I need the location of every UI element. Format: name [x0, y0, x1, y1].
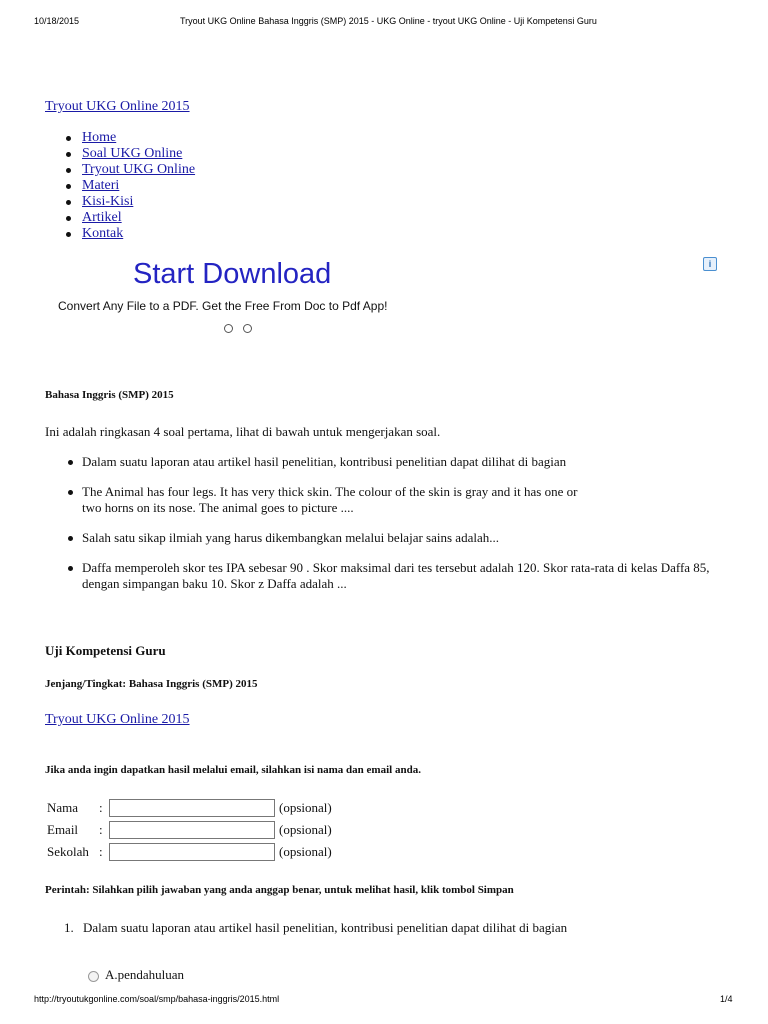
site-title-link[interactable]: Tryout UKG Online 2015 — [45, 99, 190, 114]
main-nav — [64, 130, 195, 242]
sekolah-colon: : — [99, 844, 103, 859]
uji-kompetensi-title: Uji Kompetensi Guru — [45, 643, 166, 658]
form-row-sekolah — [45, 841, 332, 863]
print-date: 10/18/2015 — [34, 16, 80, 26]
question-number: 1. — [64, 920, 74, 935]
email-colon: : — [99, 822, 103, 837]
section-title: Bahasa Inggris (SMP) 2015 — [45, 389, 174, 401]
nav-item-kontak[interactable] — [64, 226, 195, 242]
nav-link-kisi-kisi[interactable]: Kisi-Kisi — [82, 194, 134, 209]
print-url: http://tryoutukgonline.com/soal/smp/bahasa-inggris/2015.html — [34, 994, 280, 1004]
form-row-email — [45, 819, 332, 841]
list-item: Salah satu sikap ilmiah yang harus dikembangkan melalui belajar sains adalah... — [64, 530, 724, 546]
radio-button-icon[interactable] — [88, 971, 99, 982]
list-item: Dalam suatu laporan atau artikel hasil penelitian, kontribusi penelitian dapat dilihat di bagian — [64, 454, 724, 470]
email-note: Jika anda ingin dapatkan hasil melalui email, silahkan isi nama dan email anda. — [45, 764, 421, 776]
ad-description[interactable]: Convert Any File to a PDF. Get the Free From Doc to Pdf App! — [58, 299, 388, 313]
sekolah-optional-label: (opsional) — [279, 844, 332, 859]
tryout-link[interactable]: Tryout UKG Online 2015 — [45, 712, 190, 727]
form-row-nama — [45, 797, 332, 819]
nav-link-kontak[interactable]: Kontak — [82, 226, 124, 241]
sekolah-label: Sekolah — [47, 844, 89, 859]
nav-item-materi[interactable] — [64, 178, 195, 194]
nav-link-artikel[interactable]: Artikel — [82, 210, 122, 225]
nav-item-tryout-ukg-online[interactable] — [64, 162, 195, 178]
list-item: Daffa memperoleh skor tes IPA sebesar 90 . Skor maksimal dari tes tersebut adalah 120. Skor rata-rata di kelas Daffa 85, dengan simpangan baku 10. Skor z Daffa adalah ... — [64, 560, 724, 592]
answer-option-a[interactable] — [88, 967, 184, 983]
jenjang-label: Jenjang/Tingkat: Bahasa Inggris (SMP) 2015 — [45, 678, 258, 690]
quiz-instruction: Perintah: Silahkan pilih jawaban yang anda anggap benar, untuk melihat hasil, klik tombol Simpan — [45, 884, 514, 896]
nav-link-home[interactable]: Home — [82, 130, 117, 145]
print-title: Tryout UKG Online Bahasa Inggris (SMP) 2015 - UKG Online - tryout UKG Online - Uji Kompetensi Guru — [180, 16, 597, 26]
ad-headline[interactable]: Start Download — [133, 258, 332, 290]
sekolah-input[interactable] — [109, 843, 275, 861]
nav-link-materi[interactable]: Materi — [82, 178, 120, 193]
email-input[interactable] — [109, 821, 275, 839]
contact-form — [45, 797, 332, 863]
email-label: Email — [47, 822, 79, 837]
email-optional-label: (opsional) — [279, 822, 332, 837]
nav-link-soal-ukg-online[interactable]: Soal UKG Online — [82, 146, 183, 161]
question-summary-list — [64, 454, 724, 606]
nav-item-soal-ukg-online[interactable] — [64, 146, 195, 162]
ad-info-icon[interactable]: i — [703, 257, 717, 271]
ad-carousel-dot-1[interactable] — [224, 324, 233, 333]
question-text: Dalam suatu laporan atau artikel hasil penelitian, kontribusi penelitian dapat dilihat di bagian — [83, 920, 568, 935]
list-item: The Animal has four legs. It has very thick skin. The colour of the skin is gray and it has one or two horns on its nose. The animal goes to picture .... — [64, 484, 724, 516]
nama-colon: : — [99, 800, 103, 815]
nama-input[interactable] — [109, 799, 275, 817]
nama-label: Nama — [47, 800, 79, 815]
nav-item-kisi-kisi[interactable] — [64, 194, 195, 210]
nav-link-tryout-ukg-online[interactable]: Tryout UKG Online — [82, 162, 196, 177]
answer-option-a-label[interactable]: A.pendahuluan — [105, 967, 185, 982]
nav-item-artikel[interactable] — [64, 210, 195, 226]
print-page-number: 1/4 — [720, 994, 733, 1004]
nav-item-home[interactable] — [64, 130, 195, 146]
ad-banner[interactable] — [0, 256, 768, 336]
nama-optional-label: (opsional) — [279, 800, 332, 815]
ad-carousel-dot-2[interactable] — [243, 324, 252, 333]
intro-text: Ini adalah ringkasan 4 soal pertama, lihat di bawah untuk mengerjakan soal. — [45, 424, 441, 439]
